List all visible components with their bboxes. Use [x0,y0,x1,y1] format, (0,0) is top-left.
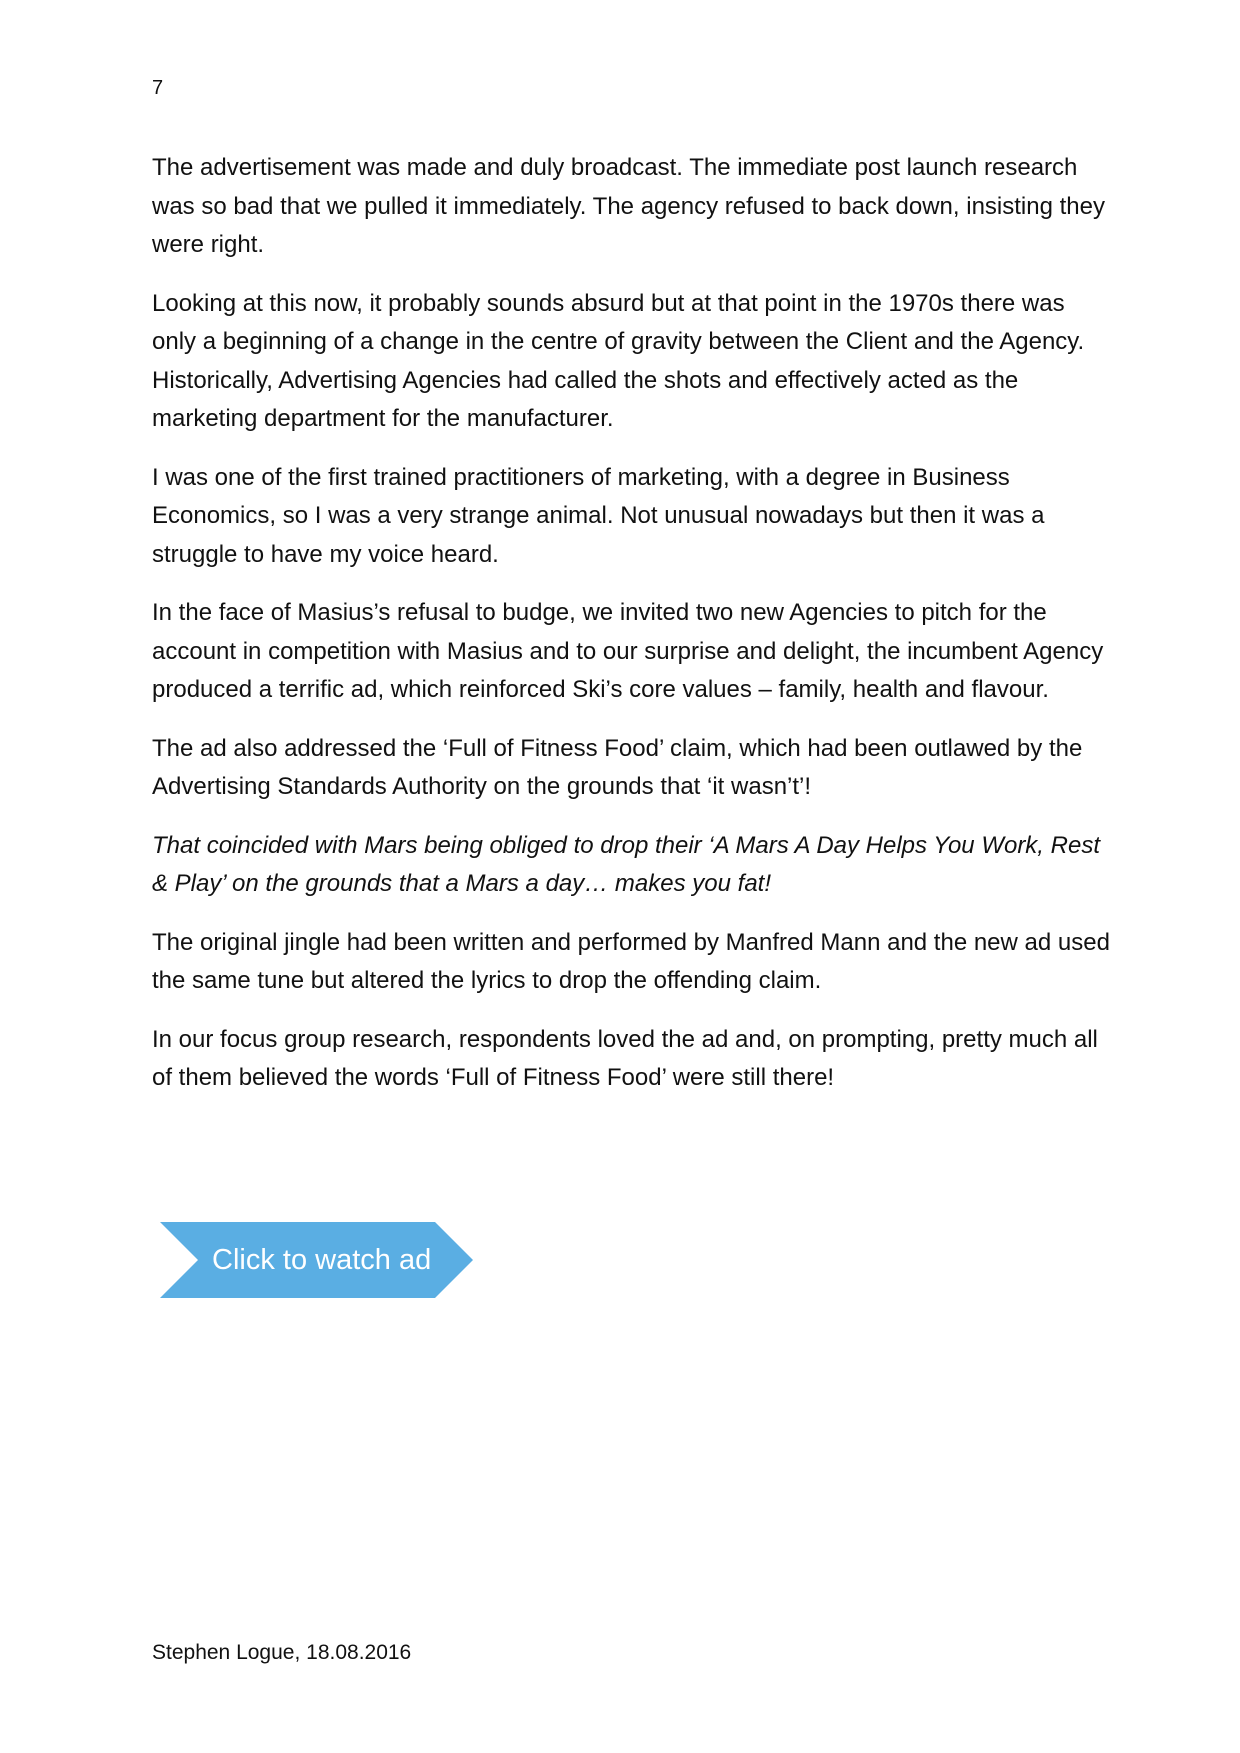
paragraph-2: Looking at this now, it probably sounds absurd but at that point in the 1970s there was only a beginning of a change in the centre of gravity between the Client and the Agency. Historically, Advertising Agencies had called the shots and effectively acted as the marketing department for the manufacturer. [152,289,1085,432]
paragraph-1: The advertisement was made and duly broadcast. The immediate post launch research was so bad that we pulled it immediately. The agency refused to back down, insisting they were right. [152,154,1105,258]
watch-ad-button[interactable] [160,1222,473,1298]
footer-author-date: Stephen Logue, 18.08.2016 [152,1641,412,1664]
paragraph-5: The ad also addressed the ‘Full of Fitness Food’ claim, which had been outlawed by the Advertising Standards Authority on the grounds that ‘it wasn’t’! [152,734,1083,800]
body-text [152,149,1112,1118]
page-number: 7 [152,77,164,99]
watch-ad-button-label: Click to watch ad [212,1244,432,1276]
paragraph-7: The original jingle had been written and performed by Manfred Mann and the new ad used the same tune but altered the lyrics to drop the offending claim. [152,928,1110,994]
paragraph-3: I was one of the first trained practitioners of marketing, with a degree in Business Economics, so I was a very strange animal. Not unusual nowadays but then it was a struggle to have my voice heard. [152,463,1045,568]
paragraph-8: In our focus group research, respondents loved the ad and, on prompting, pretty much all of them believed the words ‘Full of Fitness Food’ were still there! [152,1025,1098,1091]
paragraph-4: In the face of Masius’s refusal to budge, we invited two new Agencies to pitch for the account in competition with Masius and to our surprise and delight, the incumbent Agency produced a terrific ad, which reinforced Ski’s core values – family, health and flavour. [152,599,1104,703]
paragraph-6-italic: That coincided with Mars being obliged to drop their ‘A Mars A Day Helps You Work, Rest & Play’ on the grounds that a Mars a day… makes you fat! [152,831,1100,897]
